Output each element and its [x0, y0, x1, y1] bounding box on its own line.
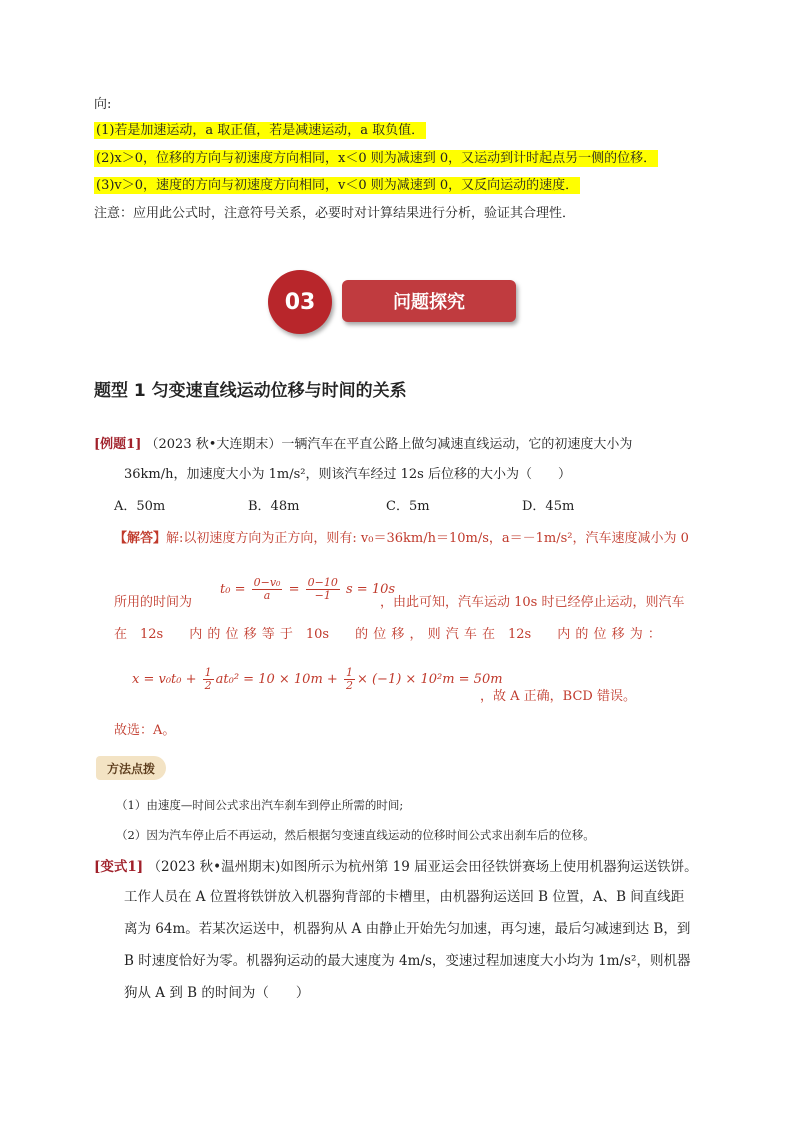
formula-time-lhs: t₀ = [220, 582, 246, 597]
variant-text-4: B 时速度恰好为零。机器狗运动的最大速度为 4m/s，变速过程加速度大小均为 1m/s²，则机器 [124, 953, 691, 969]
rule-1-text: (1)若是加速运动，a 取正值，若是减速运动，a 取负值． [96, 123, 425, 138]
formula-disp-half2-num: 1 [345, 666, 353, 679]
formula-displacement [132, 660, 503, 700]
answer-choice: 故选：A。 [114, 723, 176, 738]
formula-time-eq: = [288, 582, 300, 597]
intro-note: 注意：应用此公式时，注意符号关系，必要时对计算结果进行分析，验证其合理性． [94, 206, 576, 221]
answer-tag: 【解答】 [114, 531, 167, 546]
formula-time-frac1-den: a [263, 589, 271, 602]
answer-text-1: 解:以初速度方向为正方向，则有: v₀＝36km/h＝10m/s，a＝－1m/s²，汽车速度减小为 0 [166, 531, 689, 546]
option-a: A．50m [114, 499, 166, 514]
answer-line-2-suffix: ，由此可知，汽车运动 10s 时已经停止运动，则汽车 [380, 595, 685, 610]
answer-line-3: 在 12s 内 的 位 移 等 于 10s 的 位 移 ， 则 汽 车 在 12s 内 的 位 移 为 ： [114, 627, 661, 642]
variant-line-1 [94, 858, 698, 876]
topic-title: 题型 1 匀变速直线运动位移与时间的关系 [94, 381, 407, 401]
formula-time-rhs: s = 10s [346, 582, 396, 597]
formula-disp-half1-den: 2 [204, 679, 212, 692]
formula-time-frac1-num: 0−v₀ [253, 576, 281, 589]
formula-time [220, 570, 395, 610]
option-c: C．5m [386, 499, 430, 514]
formula-disp-half2-den: 2 [345, 679, 353, 692]
example-text-2: 36km/h，加速度大小为 1m/s²，则该汽车经过 12s 后位移的大小为（ ） [124, 467, 571, 482]
formula-time-frac2-num: 0−10 [307, 576, 338, 589]
section-badge-number: 03 [268, 270, 332, 334]
answer-line-1 [114, 530, 689, 548]
intro-prefix: 向: [94, 97, 112, 112]
rule-3-text: (3)v＞0，速度的方向与初速度方向相同，v＜0 则为减速到 0，又反向运动的速度． [96, 178, 579, 193]
rule-3 [94, 177, 580, 195]
variant-text-2: 工作人员在 A 位置将铁饼放入机器狗背部的卡槽里，由机器狗运送回 B 位置，A、B 间直线距 [124, 889, 685, 905]
variant-text-3: 离为 64m。若某次运送中，机器狗从 A 由静止开始先匀加速，再匀速，最后匀减速到达 B，到 [124, 921, 691, 937]
formula-disp-part1: x = v₀t₀ + [132, 672, 197, 687]
option-d: D．45m [522, 499, 575, 514]
formula-disp-half1-num: 1 [204, 666, 212, 679]
method-tag: 方法点拨 [96, 756, 166, 780]
variant-text-5: 狗从 A 到 B 的时间为（ ） [124, 985, 310, 1001]
section-badge-title: 问题探究 [342, 280, 516, 322]
formula-time-frac2-den: −1 [314, 589, 331, 602]
answer-conclusion: ，故 A 正确，BCD 错误。 [480, 689, 636, 704]
rule-1 [94, 122, 426, 140]
method-point-1: （1）由速度—时间公式求出汽车刹车到停止所需的时间; [116, 798, 404, 812]
formula-disp-part3: × (−1) × 10²m = 50m [356, 672, 503, 687]
example-text-1: （2023 秋•大连期末）一辆汽车在平直公路上做匀减速直线运动，它的初速度大小为 [145, 437, 633, 452]
option-b: B．48m [248, 499, 300, 514]
variant-text-1: （2023 秋•温州期末)如图所示为杭州第 19 届亚运会田径铁饼赛场上使用机器狗运送铁饼。 [147, 859, 698, 875]
answer-line-2-prefix: 所用的时间为 [114, 595, 193, 610]
rule-2-text: (2)x＞0，位移的方向与初速度方向相同，x＜0 则为减速到 0，又运动到计时起点另一侧的位移． [96, 151, 657, 166]
method-point-2: （2）因为汽车停止后不再运动，然后根据匀变速直线运动的位移时间公式求出刹车后的位移。 [116, 828, 595, 842]
example-tag: [例题1] [94, 437, 142, 452]
variant-tag: [变式1] [94, 859, 144, 875]
rule-2 [94, 150, 658, 168]
example-line-1 [94, 436, 632, 454]
formula-disp-part2: at₀² = 10 × 10m + [215, 672, 338, 687]
